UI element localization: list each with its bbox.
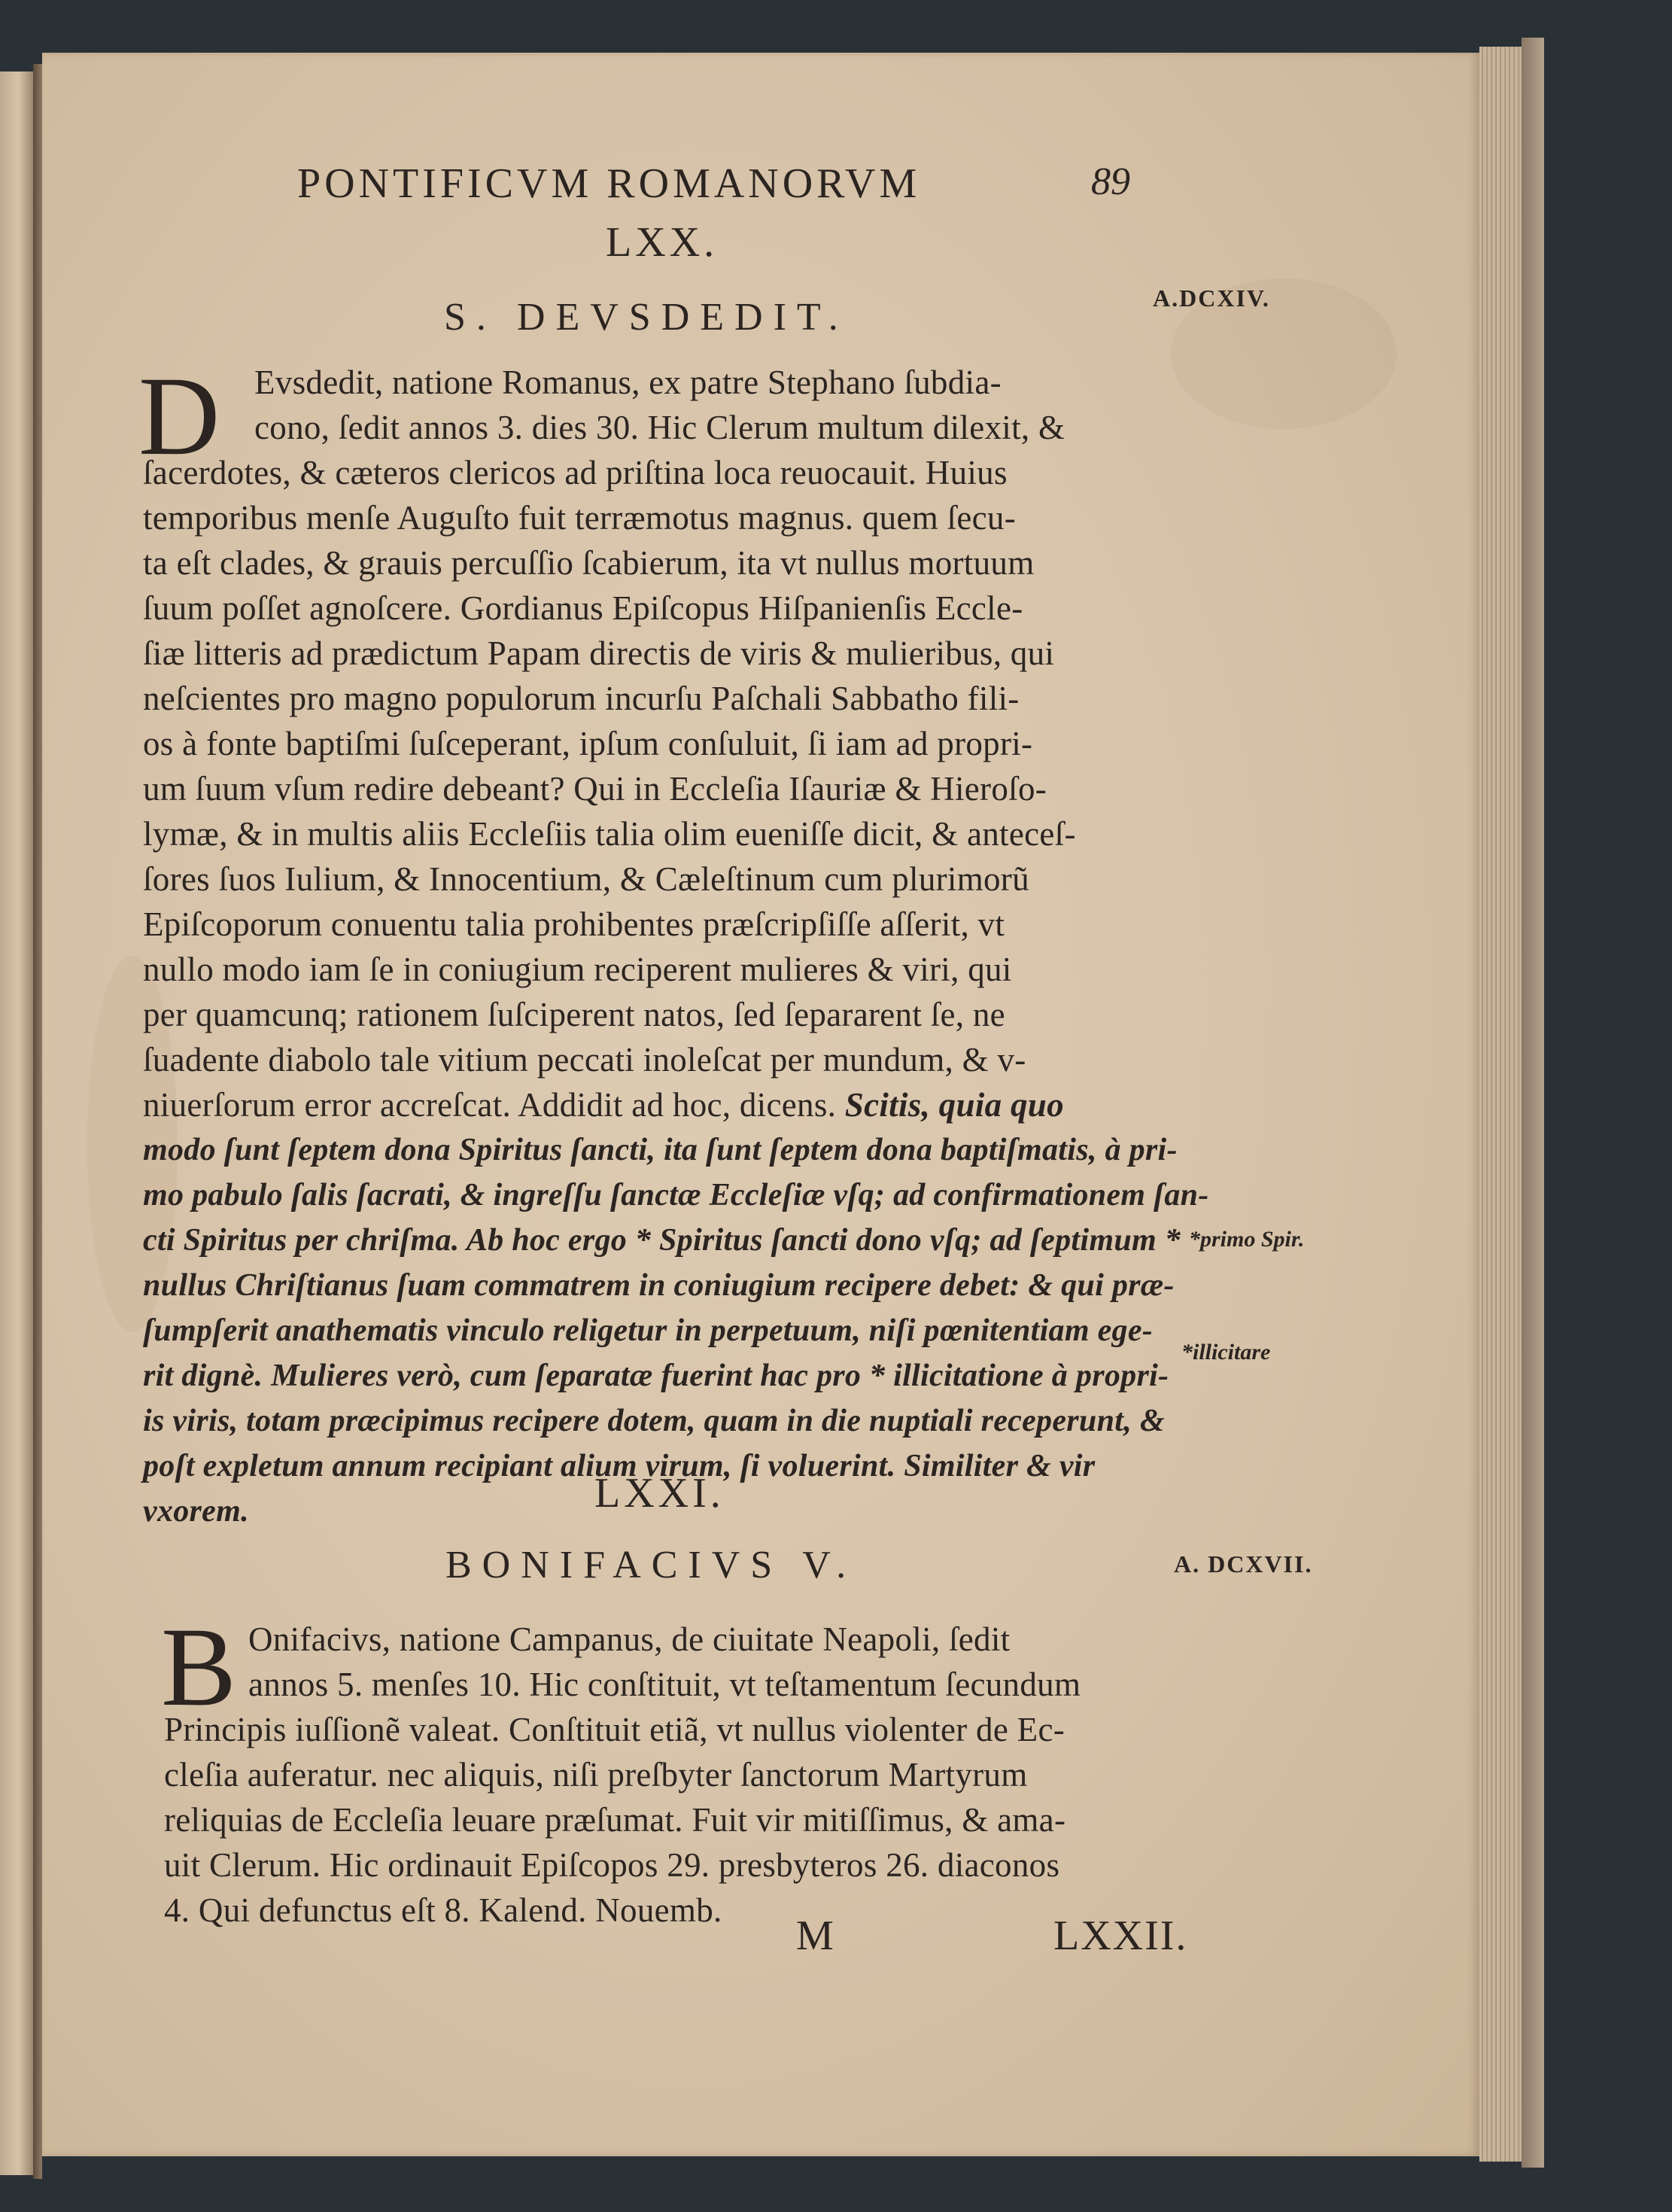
text-line: uit Clerum. Hic ordinauit Epiſcopos 29. presbyteros 26. diaconos: [164, 1846, 1060, 1884]
book-gutter: [33, 64, 42, 2179]
section-title: BONIFACIVS V.: [445, 1544, 857, 1587]
text-line: per quamcunq; rationem ſuſciperent natos, ſed ſepararent ſe, ne: [143, 996, 1005, 1033]
year-note: A.DCXIV.: [1153, 284, 1270, 312]
italic-line: nullus Chriſtianus ſuam commatrem in coniugium recipere debet: & qui præ-: [143, 1268, 1175, 1303]
text-line: um ſuum vſum redire debeant? Qui in Eccleſia Iſauriæ & Hieroſo-: [143, 770, 1047, 808]
text-line: Onifacivs, natione Campanus, de ciuitate Neapoli, ſedit: [248, 1620, 1011, 1658]
text-line: ta eſt clades, & grauis percuſſio ſcabierum, ita vt nullus mortuum: [143, 544, 1035, 582]
margin-note: *illicitare: [1181, 1340, 1271, 1365]
catchword: LXXII.: [1053, 1912, 1188, 1959]
text-line: ſores ſuos Iulium, & Innocentium, & Cæleſtinum cum plurimorũ: [143, 860, 1029, 898]
italic-line: cti Spiritus per chriſma. Ab hoc ergo * Spiritus ſancti dono vſq; ad ſeptimum *: [143, 1223, 1181, 1258]
italic-line: modo ſunt ſeptem dona Spiritus ſancti, ita ſunt ſeptem dona baptiſmatis, à pri-: [143, 1133, 1178, 1167]
margin-note: *primo Spir.: [1189, 1227, 1305, 1252]
text-line: os à fonte baptiſmi ſuſceperant, ipſum conſuluit, ſi iam ad propri-: [143, 725, 1033, 762]
text-line: ſiæ litteris ad prædictum Papam directis de viris & mulieribus, qui: [143, 634, 1055, 672]
text-line: ſacerdotes, & cæteros clericos ad priſtina loca reuocauit. Huius: [143, 454, 1008, 491]
italic-line: vxorem.: [143, 1494, 249, 1529]
text-line: Principis iuſſionẽ valeat. Conſtituit etiã, vt nullus violenter de Ec-: [164, 1711, 1066, 1748]
fore-edge-leaves: [1479, 47, 1522, 2162]
section-number: LXX.: [606, 219, 719, 266]
text-line: ſuadente diabolo tale vitium peccati inoleſcat per mundum, & v-: [143, 1041, 1026, 1079]
text-line: cleſia auferatur. nec aliquis, niſi preſbyter ſanctorum Martyrum: [164, 1756, 1028, 1794]
text-line: [143, 1082, 1064, 1127]
text-line: ſuum poſſet agnoſcere. Gordianus Epiſcopus Hiſpanienſis Eccle-: [143, 589, 1023, 627]
section-title: S. DEVSDEDIT.: [444, 296, 849, 339]
year-note: A. DCXVII.: [1174, 1550, 1313, 1578]
section-number: LXXI.: [594, 1470, 725, 1517]
text-line: nullo modo iam ſe in coniugium reciperent mulieres & viri, qui: [143, 951, 1012, 988]
italic-quote-start: Scitis, quia quo: [844, 1086, 1064, 1124]
italic-line: is viris, totam præcipimus recipere dotem, quam in die nuptiali receperunt, &: [143, 1404, 1165, 1438]
previous-page-edge: [0, 72, 33, 2175]
drop-capital: D: [138, 354, 220, 479]
running-title: PONTIFICVM ROMANORVM: [297, 160, 921, 207]
page-number: 89: [1091, 160, 1130, 203]
text-line: reliquias de Eccleſia leuare præſumat. Fuit vir mitiſſimus, & ama-: [164, 1801, 1066, 1839]
text-line: Evsdedit, natione Romanus, ex patre Stephano ſubdia-: [254, 364, 1002, 401]
text-line: neſcientes pro magno populorum incurſu Paſchali Sabbatho fili-: [143, 680, 1020, 717]
text-line: cono, ſedit annos 3. dies 30. Hic Clerum multum dilexit, &: [254, 409, 1066, 446]
text-line: lymæ, & in multis aliis Eccleſiis talia olim eueniſſe dicit, & anteceſ-: [143, 815, 1076, 853]
italic-line: rit dignè. Mulieres verò, cum ſeparatæ fuerint hac pro * illicitatione à propri-: [143, 1359, 1169, 1393]
text-line: 4. Qui defunctus eſt 8. Kalend. Nouemb.: [164, 1891, 722, 1929]
italic-line: ſumpſerit anathematis vinculo religetur in perpetuum, niſi pœnitentiam ege-: [143, 1313, 1154, 1348]
text-line: Epiſcoporum conuentu talia prohibentes præſcripſiſſe aſſerit, vt: [143, 905, 1005, 943]
signature-mark: M: [796, 1912, 838, 1959]
drop-capital: B: [161, 1605, 237, 1730]
italic-line: poſt expletum annum recipiant alium virum, ſi voluerint. Similiter & vir: [143, 1449, 1096, 1483]
text-line: temporibus menſe Auguſto fuit terræmotus magnus. quem ſecu-: [143, 499, 1017, 537]
book-cover-board: [1522, 38, 1544, 2168]
text-line: annos 5. menſes 10. Hic conſtituit, vt teſtamentum ſecundum: [248, 1666, 1081, 1703]
italic-line: mo pabulo ſalis ſacrati, & ingreſſu ſanctæ Eccleſiæ vſq; ad confirmationem ſan-: [143, 1178, 1209, 1212]
text-run: niuerſorum error accreſcat. Addidit ad hoc, dicens.: [143, 1086, 837, 1124]
